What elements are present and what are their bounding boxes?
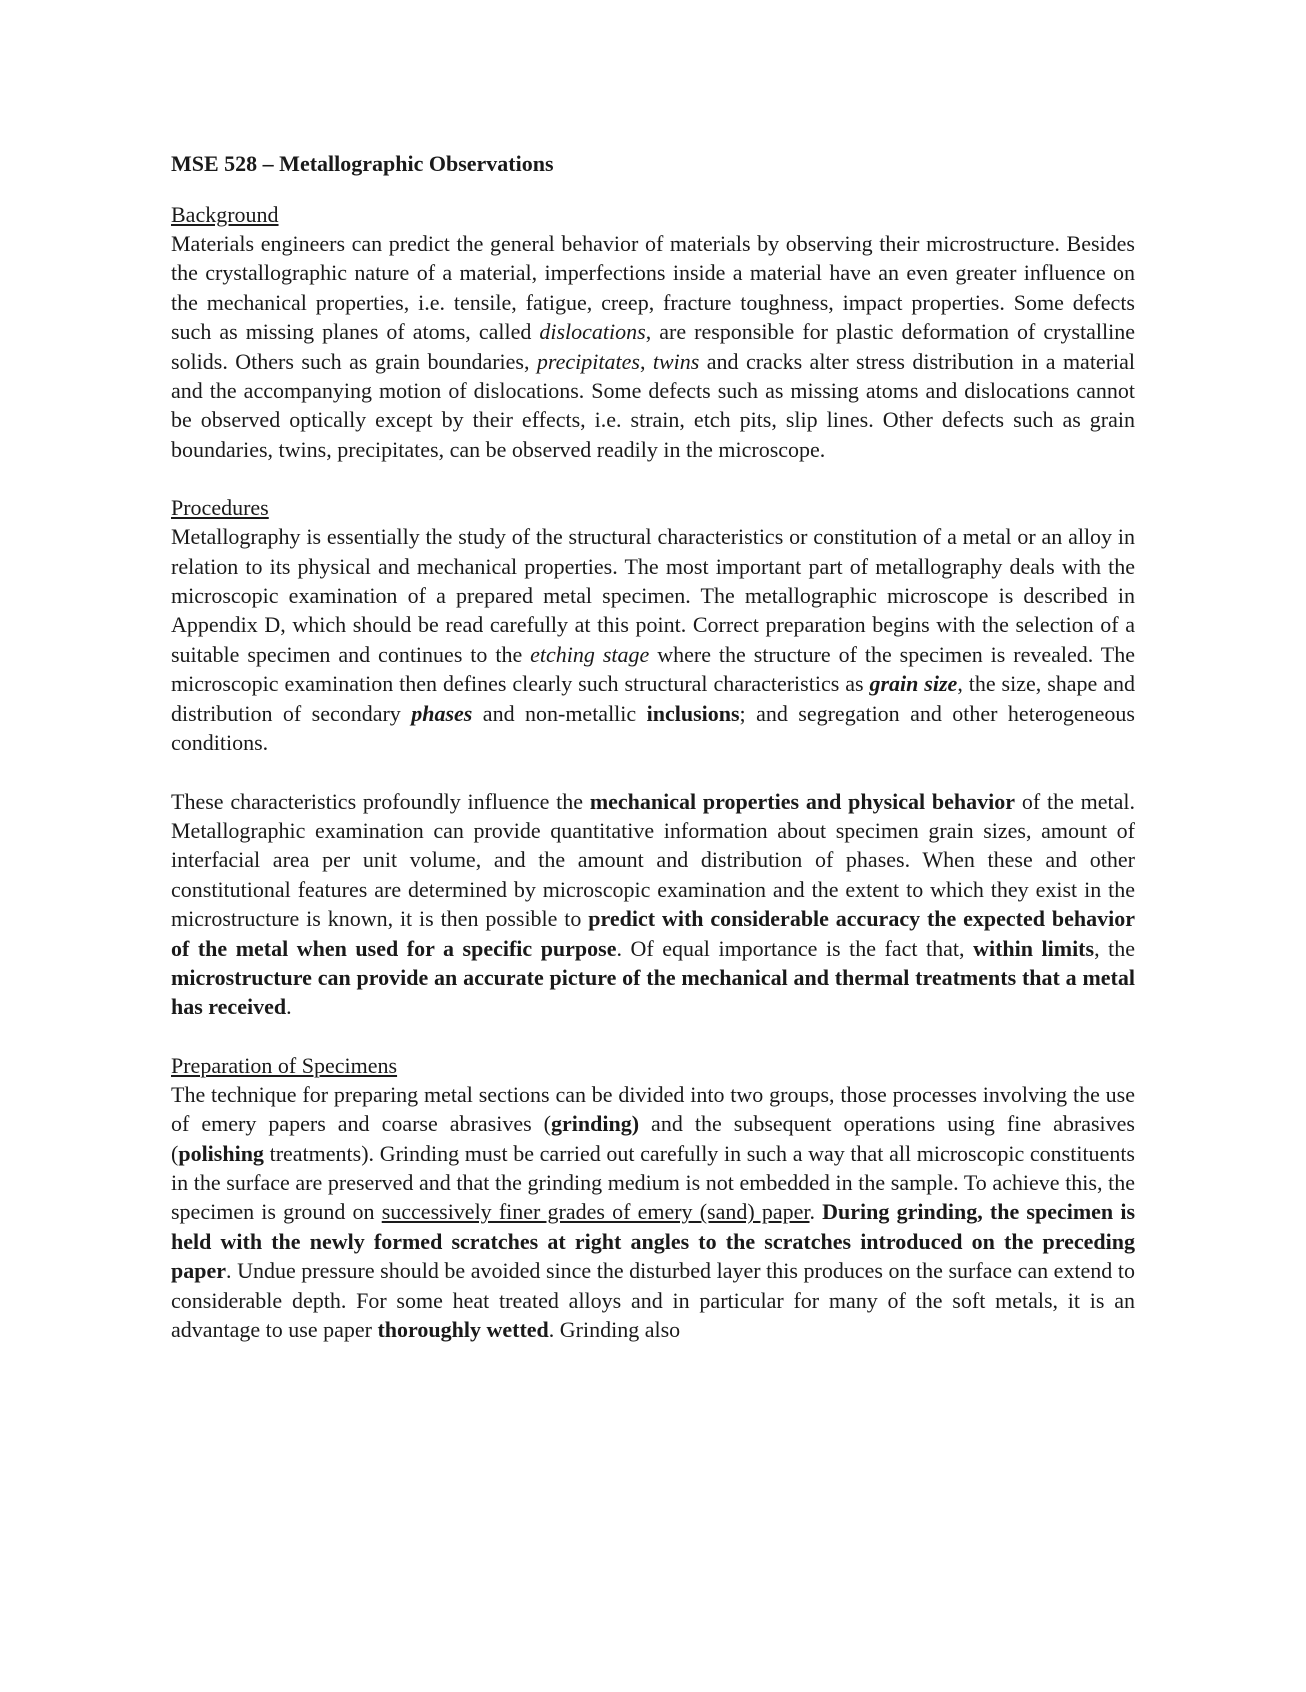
bold-phrase: During grinding, the specimen is held with the newly formed scratches at right angles to the scratches introduced on the preceding paper xyxy=(171,1199,1136,1284)
bold-term: polishing xyxy=(178,1140,264,1166)
italic-term: precipitates xyxy=(536,348,640,374)
procedures-heading: Procedures xyxy=(171,495,269,521)
procedures-section xyxy=(171,493,1135,1022)
bold-phrase: within limits xyxy=(973,935,1095,961)
italic-term: dislocations xyxy=(539,319,646,345)
preparation-paragraph: The technique for preparing metal sections can be divided into two groups, those processes involving the use of emery papers and coarse abrasives (grinding) and the subsequent operations using fine abrasives (polishing treatments). Grinding must be carried out carefully in such a way that all microscopic constituents in the surface are preserved and that the grinding medium is not embedded in the sample. To achieve this, the specimen is ground on successively finer grades of emery (sand) paper. During grinding, the specimen is held with the newly formed scratches at right angles to the scratches introduced on the preceding paper. Undue pressure should be avoided since the disturbed layer this produces on the surface can extend to considerable depth. For some heat treated alloys and in particular for many of the soft metals, it is an advantage to use paper thoroughly wetted. Grinding also xyxy=(171,1081,1136,1342)
bold-phrase: predict with considerable accuracy the expected behavior of the metal when used for a specific purpose xyxy=(171,906,1135,961)
background-paragraph: Materials engineers can predict the general behavior of materials by observing their microstructure. Besides the crystallographic nature of a material, imperfections inside a material have an even greater influence on the mechanical properties, i.e. tensile, fatigue, creep, fracture toughness, impact properties. Some defects such as missing planes of atoms, called dislocations, are responsible for plastic deformation of crystalline solids. Others such as grain boundaries, precipitates, twins and cracks alter stress distribution in a material and the accompanying motion of dislocations. Some defects such as missing atoms and dislocations cannot be observed optically except by their effects, i.e. strain, etch pits, slip lines. Other defects such as grain boundaries, twins, precipitates, can be observed readily in the microscope. xyxy=(171,231,1136,462)
italic-term: twins xyxy=(652,348,700,374)
bold-term: inclusions xyxy=(646,700,740,726)
procedures-paragraph-1: Metallography is essentially the study of the structural characteristics or constitution of a metal or an alloy in relation to its physical and mechanical properties. The most important part of metallography deals with the microscopic examination of a prepared metal specimen. The metallographic microscope is described in Appendix D, which should be read carefully at this point. Correct preparation begins with the selection of a suitable specimen and continues to the etching stage where the structure of the specimen is revealed. The microscopic examination then defines clearly such structural characteristics as grain size, the size, shape and distribution of secondary phases and non-metallic inclusions; and segregation and other heterogeneous conditions. xyxy=(171,524,1135,756)
document-title: MSE 528 – Metallographic Observations xyxy=(171,151,554,176)
background-heading: Background xyxy=(171,202,279,227)
background-section xyxy=(171,200,1135,464)
bold-term: grinding) xyxy=(551,1111,640,1137)
document-page xyxy=(171,150,1135,1373)
bold-italic-term: phases xyxy=(411,700,473,726)
procedures-paragraph-2: These characteristics profoundly influence the mechanical properties and physical behavior of the metal. Metallographic examination can provide quantitative information about specimen grain sizes, amount of interfacial area per unit volume, and the amount and distribution of phases. When these and other constitutional features are determined by microscopic examination and the extent to which they exist in the microstructure is known, it is then possible to predict with considerable accuracy the expected behavior of the metal when used for a specific purpose. Of equal importance is the fact that, within limits, the microstructure can provide an accurate picture of the mechanical and thermal treatments that a metal has received. xyxy=(171,788,1135,1020)
bold-italic-term: grain size xyxy=(869,671,958,697)
italic-term: etching stage xyxy=(530,641,650,667)
preparation-heading: Preparation of Specimens xyxy=(171,1052,398,1078)
underlined-phrase: successively finer grades of emery (sand) paper xyxy=(381,1199,810,1225)
bold-phrase: microstructure can provide an accurate picture of the mechanical and thermal treatments that a metal has received xyxy=(171,964,1135,1020)
bold-phrase: mechanical properties and physical behavior xyxy=(589,788,1016,814)
preparation-section xyxy=(171,1051,1135,1345)
bold-phrase: thoroughly wetted xyxy=(377,1317,549,1342)
